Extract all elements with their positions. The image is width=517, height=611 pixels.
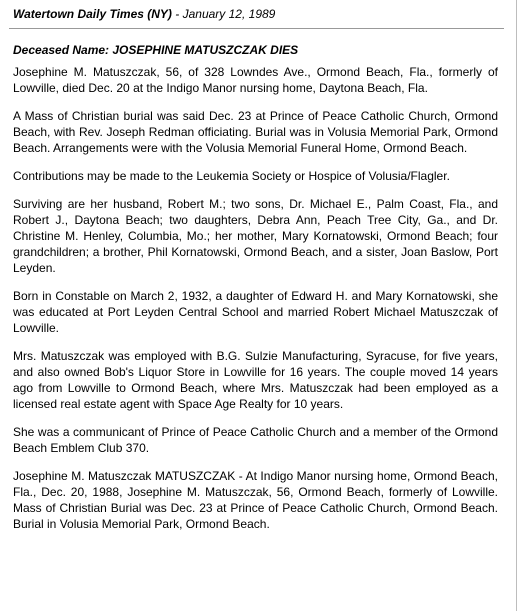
paragraph-summary-notice: Josephine M. Matuszczak MATUSZCZAK - At Indigo Manor nursing home, Ormond Beach, Fla., Dec. 20, 1988, Josephine M. Matuszczak, 56, Ormond Beach, formerly of Lowville. Mass of Christian Burial was Dec. 23 at Prince of Peace Catholic Church, Ormond Beach. Burial in Volusia Memorial Park, Ormond Beach. — [13, 469, 498, 531]
paragraph-contributions: Contributions may be made to the Leukemia Society or Hospice of Volusia/Flagler. — [13, 169, 450, 183]
paragraph-death-notice: Josephine M. Matuszczak, 56, of 328 Lowndes Ave., Ormond Beach, Fla., formerly of Lowville, died Dec. 20 at the Indigo Manor nursing home, Daytona Beach, Fla. — [13, 65, 498, 95]
paragraph-church-membership: She was a communicant of Prince of Peace Catholic Church and a member of the Ormond Beach Emblem Club 370. — [13, 425, 498, 455]
paragraph-employment: Mrs. Matuszczak was employed with B.G. Sulzie Manufacturing, Syracuse, for five years, and also owned Bob's Liquor Store in Lowville for 16 years. The couple moved 14 years ago from Lowville to Ormond Beach, where Mrs. Matuszczak had been employed as a licensed real estate agent with Space Age Realty for 10 years. — [13, 349, 498, 411]
paragraph-survivors: Surviving are her husband, Robert M.; two sons, Dr. Michael E., Palm Coast, Fla., and Robert J., Daytona Beach; two daughters, Debra Ann, Peach Tree City, Ga., and Dr. Christine M. Henley, Columbia, Mo.; her mother, Mary Kornatowski, Ormond Beach; four grandchildren; a brother, Phil Kornatowski, Ormond Beach, and a sister, Joan Baslow, Port Leyden. — [13, 197, 498, 275]
publication-header — [13, 7, 506, 21]
header-divider — [9, 28, 504, 29]
header-separator: - — [171, 7, 183, 21]
publication-date: January 12, 1989 — [182, 7, 276, 21]
paragraph-biography: Born in Constable on March 2, 1932, a daughter of Edward H. and Mary Kornatowski, she was educated at Port Leyden Central School and married Robert Michael Matuszczak of Lowville. — [13, 289, 498, 335]
paragraph-mass-burial: A Mass of Christian burial was said Dec. 23 at Prince of Peace Catholic Church, Ormond Beach, with Rev. Joseph Redman officiating. Burial was in Volusia Memorial Park, Ormond Beach. Arrangements were with the Volusia Memorial Funeral Home, Ormond Beach. — [13, 109, 498, 155]
publication-name: Watertown Daily Times (NY) — [13, 7, 172, 21]
deceased-name-heading: Deceased Name: JOSEPHINE MATUSZCZAK DIES — [13, 43, 299, 57]
article-body — [13, 43, 498, 544]
